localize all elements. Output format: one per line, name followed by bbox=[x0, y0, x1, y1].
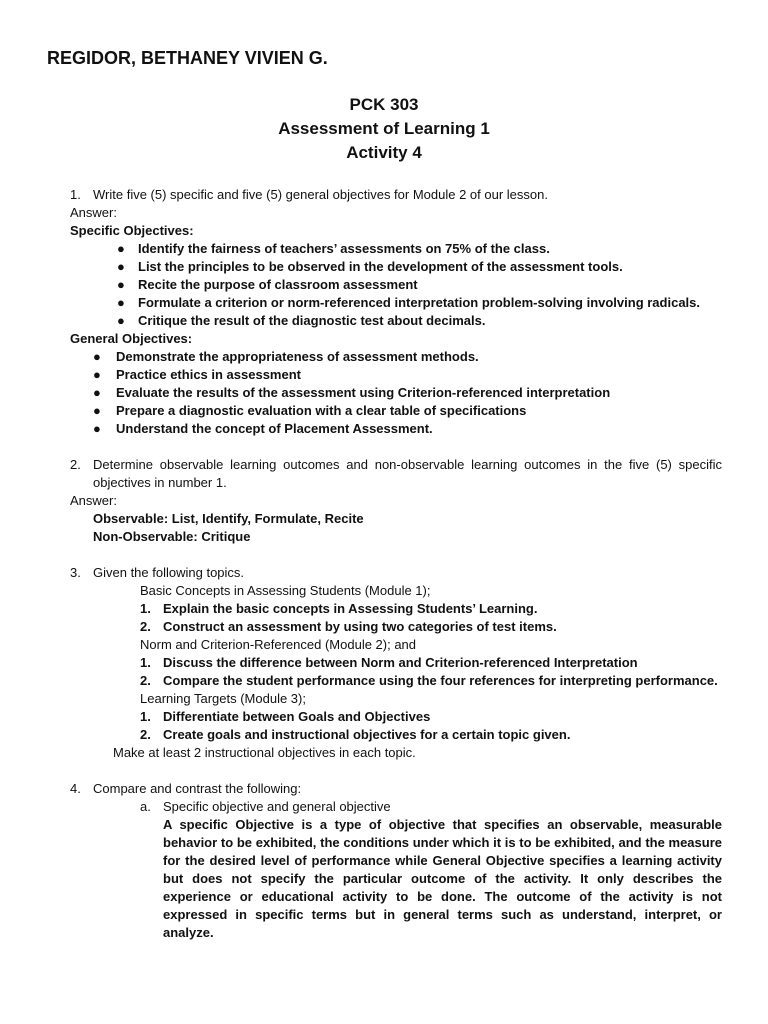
list-item: ● Evaluate the results of the assessment using Criterion-referenced interpretation bbox=[93, 385, 611, 400]
document-body bbox=[70, 186, 722, 942]
list-item: ● Prepare a diagnostic evaluation with a clear table of specifications bbox=[93, 403, 527, 418]
list-item: 1. Explain the basic concepts in Assessing Students’ Learning. bbox=[140, 601, 538, 616]
bullet-icon: ● bbox=[117, 277, 125, 292]
list-item: ● Practice ethics in assessment bbox=[93, 367, 301, 382]
question-number: 3. bbox=[70, 565, 81, 580]
answer-label: Answer: bbox=[70, 205, 117, 220]
observable-outcomes: Observable: List, Identify, Formulate, Recite bbox=[93, 511, 364, 526]
author-name: REGIDOR, BETHANEY VIVIEN G. bbox=[47, 48, 328, 68]
bullet-icon: ● bbox=[117, 241, 125, 256]
course-code: PCK 303 bbox=[349, 95, 419, 114]
document-title-block bbox=[0, 93, 768, 165]
bullet-icon: ● bbox=[93, 349, 101, 364]
bullet-icon: ● bbox=[117, 259, 125, 274]
list-item: 2. Compare the student performance using the four references for interpreting performance. bbox=[140, 673, 718, 688]
question-3 bbox=[70, 564, 722, 582]
bullet-icon: ● bbox=[117, 295, 125, 310]
question-text: Write five (5) specific and five (5) general objectives for Module 2 of our lesson. bbox=[93, 187, 548, 202]
sub-item-a bbox=[70, 798, 722, 816]
general-objectives-heading: General Objectives: bbox=[70, 331, 193, 346]
question-1 bbox=[70, 186, 722, 204]
list-item: 1. Discuss the difference between Norm and Criterion-referenced Interpretation bbox=[140, 655, 638, 670]
question-text: Determine observable learning outcomes and non-observable learning outcomes in the five (5) specific objectives in number 1. bbox=[93, 457, 722, 490]
list-item: ● Critique the result of the diagnostic test about decimals. bbox=[117, 313, 486, 328]
instruction-text: Make at least 2 instructional objectives in each topic. bbox=[113, 745, 416, 760]
bullet-icon: ● bbox=[93, 421, 101, 436]
list-item: 1. Differentiate between Goals and Objectives bbox=[140, 709, 431, 724]
question-text: Compare and contrast the following: bbox=[93, 781, 302, 796]
list-item: ● Recite the purpose of classroom assessment bbox=[117, 277, 418, 292]
subject-title: Assessment of Learning 1 bbox=[278, 119, 490, 138]
module-3-topic: Learning Targets (Module 3); bbox=[140, 691, 306, 706]
activity-title: Activity 4 bbox=[346, 143, 422, 162]
question-4 bbox=[70, 780, 722, 798]
list-item: ● Formulate a criterion or norm-referenced interpretation problem-solving involving radicals. bbox=[117, 295, 701, 310]
list-item: ● Demonstrate the appropriateness of assessment methods. bbox=[93, 349, 479, 364]
sub-item-a-answer: A specific Objective is a type of objective that specifies an observable, measurable behavior to be exhibited, the conditions under which it is to be exhibited, and the measure for the desired level of performance while General Objective specifies a learning activity but does not specify the particular outcome of the activity. It only describes the experience or educational activity to be done. The outcome of the activity is not expressed in specific terms but in general terms such as understand, interpret, or analyze. bbox=[163, 817, 722, 940]
question-number: 2. bbox=[70, 457, 81, 472]
question-number: 1. bbox=[70, 187, 81, 202]
specific-objectives-heading: Specific Objectives: bbox=[70, 223, 194, 238]
question-2 bbox=[70, 456, 722, 492]
question-number: 4. bbox=[70, 781, 81, 796]
bullet-icon: ● bbox=[93, 403, 101, 418]
bullet-icon: ● bbox=[93, 385, 101, 400]
list-item: 2. Create goals and instructional objectives for a certain topic given. bbox=[140, 727, 571, 742]
list-item: ● List the principles to be observed in the development of the assessment tools. bbox=[117, 259, 623, 274]
bullet-icon: ● bbox=[117, 313, 125, 328]
bullet-icon: ● bbox=[93, 367, 101, 382]
list-item: ● Understand the concept of Placement Assessment. bbox=[93, 421, 433, 436]
answer-label: Answer: bbox=[70, 493, 117, 508]
module-2-topic: Norm and Criterion-Referenced (Module 2); and bbox=[140, 637, 417, 652]
module-1-topic: Basic Concepts in Assessing Students (Module 1); bbox=[140, 583, 431, 598]
question-text: Given the following topics. bbox=[93, 565, 245, 580]
sub-item-label: Specific objective and general objective bbox=[163, 799, 391, 814]
list-item: 2. Construct an assessment by using two categories of test items. bbox=[140, 619, 557, 634]
non-observable-outcomes: Non-Observable: Critique bbox=[93, 529, 251, 544]
sub-item-letter: a. bbox=[140, 799, 151, 814]
list-item: ● Identify the fairness of teachers’ assessments on 75% of the class. bbox=[117, 241, 550, 256]
